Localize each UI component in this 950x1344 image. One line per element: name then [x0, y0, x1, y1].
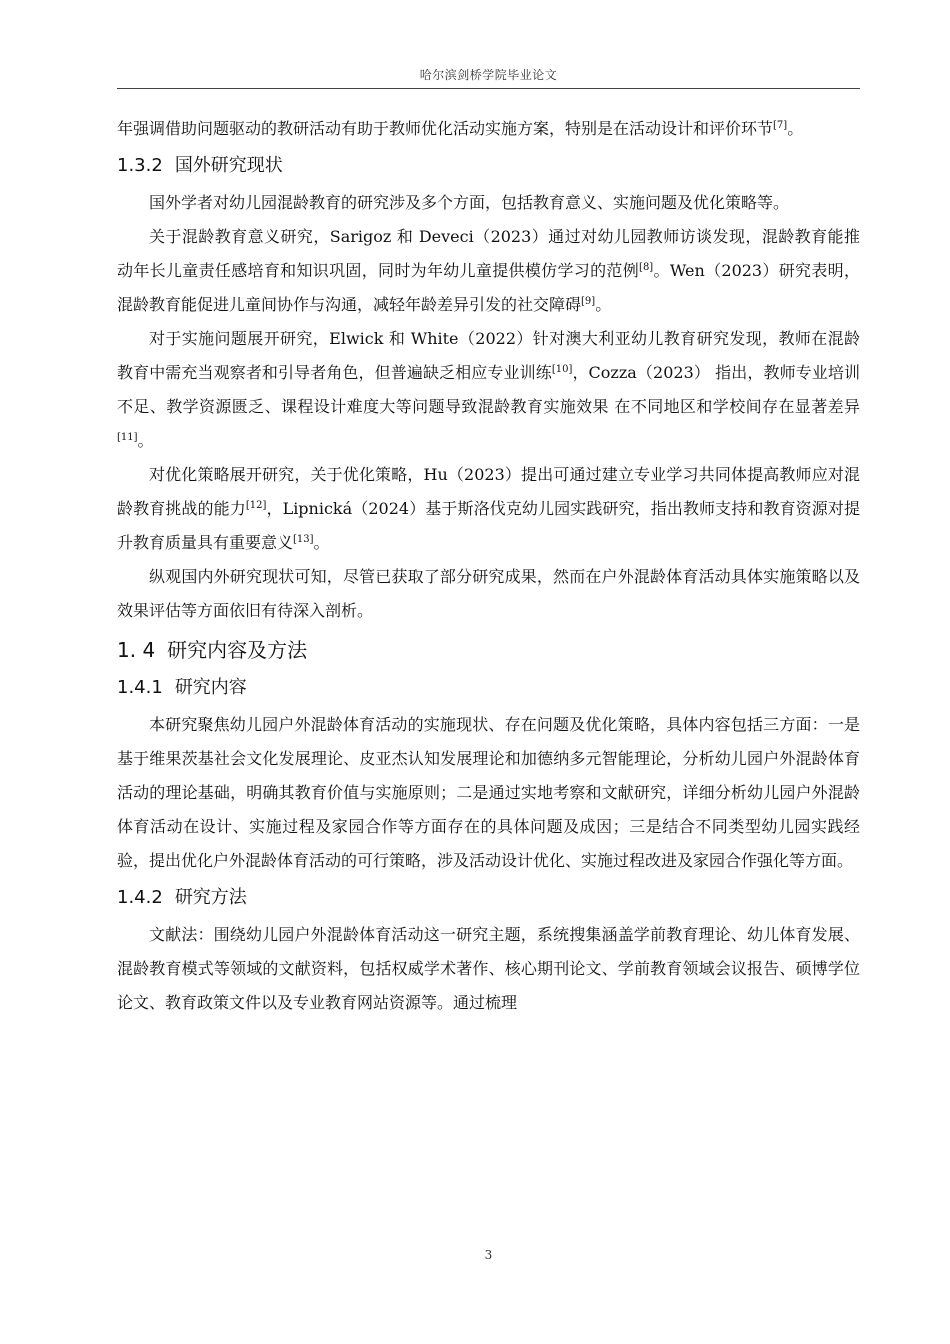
paragraph-text: 。: [137, 431, 154, 450]
citation-ref: [13]: [293, 534, 314, 545]
paragraph-text: ，Lipnická（2024）基于斯洛伐克幼儿园实践研究，指出教师支持和教育资源对提升教育质量具有重要意义: [117, 499, 860, 552]
running-header: 哈尔滨剑桥学院毕业论文: [419, 68, 558, 82]
paragraph: [117, 322, 860, 458]
paragraph-text: 关于混龄教育意义研究，Sarigoz 和 Deveci（2023）通过对幼儿园教师访谈发现，混龄教育能推动年长儿童责任感培育和知识巩固，同时为年幼儿童提供模仿学习的范例: [117, 227, 860, 280]
paragraph-text: 。: [313, 533, 330, 552]
citation-ref: [10]: [551, 364, 573, 375]
section-title: 国外研究现状: [174, 155, 283, 176]
paragraph: 本研究聚焦幼儿园户外混龄体育活动的实施现状、存在问题及优化策略，具体内容包括三方面：一是基于维果茨基社会文化发展理论、皮亚杰认知发展理论和加德纳多元智能理论，分析幼儿园户外混龄体育活动的理论基础，明确其教育价值与实施原则；二是通过实地考察和文献研究，详细分析幼儿园户外混龄体育活动在设计、实施过程及家园合作等方面存在的具体问题及成因；三是结合不同类型幼儿园实践经验，提出优化户外混龄体育活动的可行策略，涉及活动设计优化、实施过程改进及家园合作强化等方面。: [117, 715, 860, 870]
paragraph-text: 对优化策略展开研究，关于优化策略，Hu（2023）提出可通过建立专业学习共同体提高教师应对混龄教育挑战的能力: [117, 465, 860, 518]
paragraph-text: 。Wen（2023）研究表明，混龄教育能促进儿童间协作与沟通，减轻年龄差异引发的社交障碍: [117, 261, 860, 314]
paragraph-text: ，Cozza（2023） 指出，教师专业培训不足、教学资源匮乏、课程设计难度大等问题导致混龄教育实施效果 在不同地区和学校间存在显著差异: [117, 363, 860, 416]
citation-ref: [12]: [245, 500, 267, 511]
subsection-heading-foreign-research: [117, 150, 860, 182]
section-title: 研究内容: [174, 677, 247, 698]
citation-ref: [11]: [117, 432, 138, 443]
section-number: 1.4.2: [117, 887, 163, 908]
page-body: [117, 112, 860, 1020]
paragraph: 国外学者对幼儿园混龄教育的研究涉及多个方面，包括教育意义、实施问题及优化策略等。: [149, 193, 790, 212]
paragraph: 文献法：围绕幼儿园户外混龄体育活动这一研究主题，系统搜集涵盖学前教育理论、幼儿体育发展、混龄教育模式等领域的文献资料，包括权威学术著作、核心期刊论文、学前教育领域会议报告、硕博学位论文、教育政策文件以及专业教育网站资源等。通过梳理: [117, 925, 860, 1012]
header-divider: [117, 88, 860, 89]
citation-ref: [9]: [581, 296, 596, 307]
paragraph: [117, 220, 860, 322]
section-number: 1. 4: [117, 638, 156, 662]
paragraph-text: 。: [787, 119, 804, 138]
section-number: 1.3.2: [117, 155, 163, 176]
section-number: 1.4.1: [117, 677, 163, 698]
section-title: 研究内容及方法: [167, 638, 308, 662]
paragraph-text: 年强调借助问题驱动的教研活动有助于教师优化活动实施方案，特别是在活动设计和评价环节: [117, 119, 774, 138]
subsection-heading-research-content: [117, 672, 860, 704]
paragraph: [117, 458, 860, 560]
section-title: 研究方法: [174, 887, 247, 908]
citation-ref: [8]: [639, 262, 654, 273]
paragraph-text: 。: [595, 295, 612, 314]
paragraph-text: 对于实施问题展开研究，Elwick 和 White（2022）针对澳大利亚幼儿教育研究发现，教师在混龄教育中需充当观察者和引导者角色，但普遍缺乏相应专业训练: [117, 329, 860, 382]
paragraph-continuation: [117, 112, 860, 146]
citation-ref: [7]: [773, 120, 788, 131]
page-number: 3: [484, 1248, 493, 1262]
section-heading-research-content-methods: [117, 632, 860, 668]
paragraph: 纵观国内外研究现状可知，尽管已获取了部分研究成果，然而在户外混龄体育活动具体实施策略以及效果评估等方面依旧有待深入剖析。: [117, 567, 860, 620]
subsection-heading-research-methods: [117, 882, 860, 914]
